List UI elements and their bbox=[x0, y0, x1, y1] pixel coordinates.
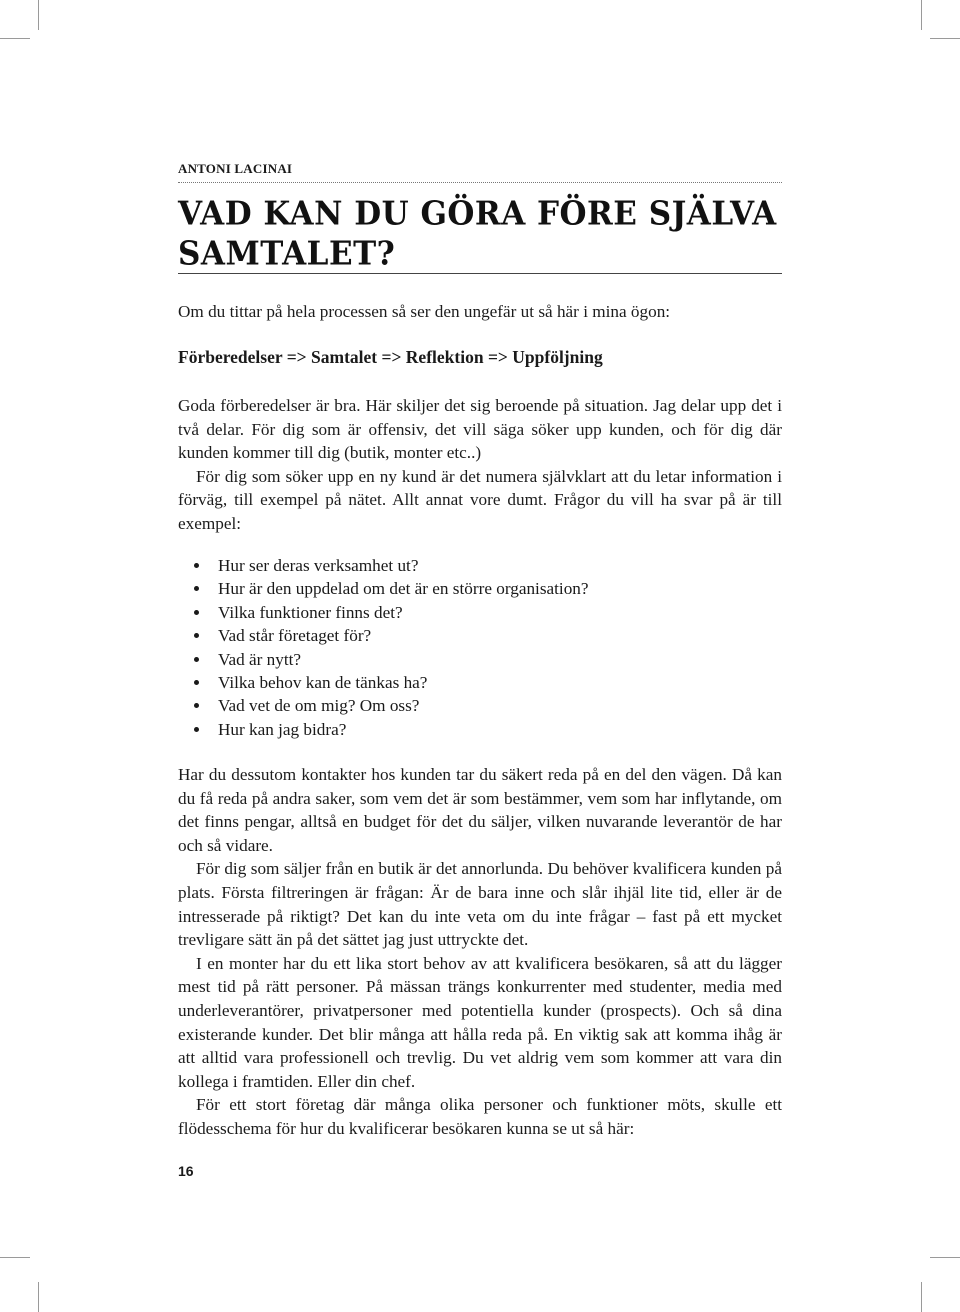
list-item: Vad står företaget för? bbox=[192, 624, 589, 647]
bullet-icon bbox=[194, 633, 199, 638]
paragraph: För dig som säljer från en butik är det annorlunda. Du behöver kvalificera kunden på plats. Första filtreringen är frågan: Är de bara inne och slår ihjäl lite tid, eller är de intresserade på riktigt? Det kan du inte veta om du inte frågar – fast på ett mycket trevligare sätt än på det sättet jag just uttryckte det. bbox=[178, 859, 782, 950]
running-head: ANTONI LACINAI bbox=[178, 161, 293, 176]
crop-mark-right-bottom bbox=[930, 1257, 960, 1258]
bullet-icon bbox=[194, 680, 199, 685]
crop-mark-left-top bbox=[0, 38, 30, 39]
crop-mark-right-top bbox=[930, 38, 960, 39]
list-item: Vad vet de om mig? Om oss? bbox=[192, 694, 589, 717]
crop-mark-left-bottom bbox=[0, 1257, 30, 1258]
paragraph-group-a bbox=[178, 394, 782, 536]
paragraph-group-b bbox=[178, 763, 782, 1141]
crop-mark-top-right bbox=[921, 0, 922, 30]
bullet-icon bbox=[194, 727, 199, 732]
bullet-icon bbox=[194, 703, 199, 708]
paragraph: Har du dessutom kontakter hos kunden tar du säkert reda på en del den vägen. Då kan du få reda på andra saker, som vem det är som bestämmer, vem som har inflytande, om det finns pengar, alltså en budget för det du säljer, vilken nuvarande leverantör de har och så vidare. bbox=[178, 765, 782, 855]
crop-mark-bottom-right bbox=[921, 1282, 922, 1312]
list-item: Hur är den uppdelad om det är en större organisation? bbox=[192, 577, 589, 600]
crop-mark-top-left bbox=[38, 0, 39, 30]
header-dotted-rule bbox=[178, 182, 782, 183]
bullet-icon bbox=[194, 610, 199, 615]
crop-mark-bottom-left bbox=[38, 1282, 39, 1312]
intro-text: Om du tittar på hela processen så ser den ungefär ut så här i mina ögon: bbox=[178, 302, 671, 321]
bullet-icon bbox=[194, 657, 199, 662]
list-item: Hur kan jag bidra? bbox=[192, 718, 589, 741]
paragraph: För dig som söker upp en ny kund är det numera självklart att du letar information i förväg, till exempel på nätet. Allt annat vore dumt. Frågor du vill ha svar på är till exempel: bbox=[178, 466, 782, 533]
bullet-icon bbox=[194, 586, 199, 591]
list-item: Vad är nytt? bbox=[192, 648, 589, 671]
title-rule bbox=[178, 273, 782, 274]
bullet-icon bbox=[194, 563, 199, 568]
paragraph: Goda förberedelser är bra. Här skiljer det sig beroende på situation. Jag delar upp det i två delar. För dig som är offensiv, det vill säga söker upp kunden, och för dig där kunden kommer till dig (butik, monter etc..) bbox=[178, 396, 782, 463]
list-item: Vilka funktioner finns det? bbox=[192, 601, 589, 624]
list-item: Vilka behov kan de tänkas ha? bbox=[192, 671, 589, 694]
paragraph: I en monter har du ett lika stort behov av att kvalificera besökaren, så att du lägger mest tid på rätt personer. På mässan trängs konkurrenter med studenter, media med underleverantörer, privatpersoner med potentiella kunder (prospects). Och så dina existerande kunder. Det blir många att hålla reda på. En viktig sak att komma ihåg är att alltid vara professionell och trevlig. Du vet aldrig vem som kommer att vara din kollega i framtiden. Eller din chef. bbox=[178, 953, 782, 1091]
paragraph: För ett stort företag där många olika personer och funktioner möts, skulle ett flödesschema för hur du kvalificerar besökaren kunna se ut så här: bbox=[178, 1095, 782, 1138]
question-list bbox=[192, 554, 589, 741]
page-number: 16 bbox=[178, 1163, 194, 1179]
process-flow: Förberedelser => Samtalet => Reflektion => Uppföljning bbox=[178, 347, 603, 367]
list-item: Hur ser deras verksamhet ut? bbox=[192, 554, 589, 577]
chapter-title: VAD KAN DU GÖRA FÖRE SJÄLVA SAMTALET? bbox=[178, 195, 777, 273]
intro-paragraph bbox=[178, 300, 782, 324]
